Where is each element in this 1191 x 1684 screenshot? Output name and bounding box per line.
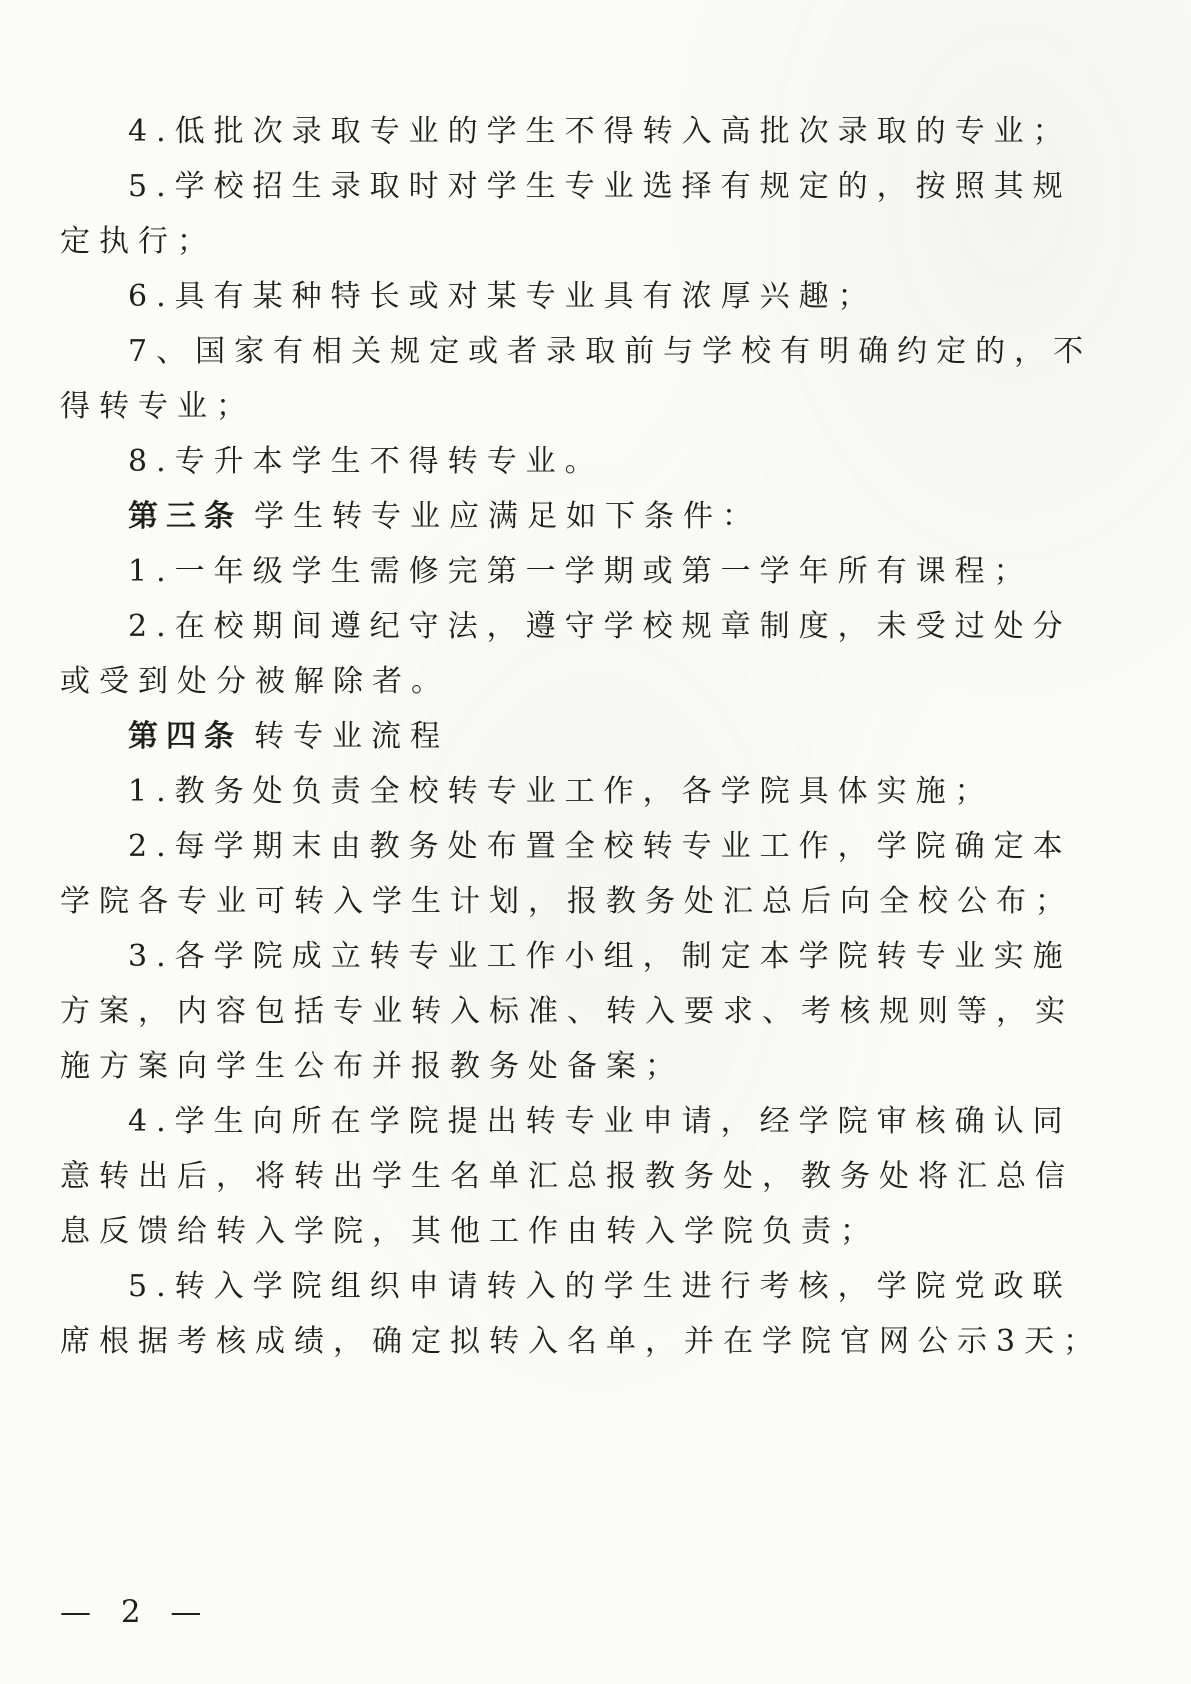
paragraph-line	[60, 764, 1072, 819]
paragraph-line	[60, 379, 1072, 434]
paragraph-line	[60, 1149, 1072, 1204]
paragraph-line	[60, 984, 1072, 1039]
paragraph-line	[60, 1094, 1072, 1149]
line-text: 4.低批次录取专业的学生不得转入高批次录取的专业；	[128, 114, 1072, 149]
line-text: 学院各专业可转入学生计划，报教务处汇总后向全校公布；	[60, 884, 1074, 919]
article-number: 第四条	[128, 719, 242, 754]
line-text: 转专业流程	[254, 719, 449, 754]
line-text: 学生转专业应满足如下条件：	[254, 499, 761, 534]
paragraph-line	[60, 1204, 1072, 1259]
line-text: 意转出后，将转出学生名单汇总报教务处，教务处将汇总信	[60, 1159, 1074, 1194]
paragraph-line	[60, 1314, 1103, 1369]
article-heading-line	[60, 709, 1072, 764]
paragraph-line	[60, 599, 1072, 654]
paragraph-line	[60, 434, 1072, 489]
paragraph-line	[60, 874, 1072, 929]
line-text: 方案，内容包括专业转入标准、转入要求、考核规则等，实	[60, 994, 1074, 1029]
line-text: 息反馈给转入学院，其他工作由转入学院负责；	[60, 1214, 879, 1249]
page-number: — 2 —	[60, 1594, 212, 1630]
paragraph-line	[60, 1039, 1072, 1094]
paragraph-line	[60, 654, 1072, 709]
line-text: 6.具有某种特长或对某专业具有浓厚兴趣；	[128, 279, 877, 314]
line-text: 1.一年级学生需修完第一学期或第一学年所有课程；	[128, 554, 1033, 589]
paragraph-line	[60, 324, 1093, 379]
line-text: 或受到处分被解除者。	[60, 664, 450, 699]
paragraph-line	[60, 214, 1072, 269]
line-text: 8.专升本学生不得转专业。	[128, 444, 604, 479]
line-text: 1.教务处负责全校转专业工作，各学院具体实施；	[128, 774, 994, 809]
paragraph-line	[60, 544, 1072, 599]
paragraph-line	[60, 159, 1072, 214]
article-heading-line	[60, 489, 1072, 544]
paragraph-line	[60, 819, 1072, 874]
line-text: 得转专业；	[60, 389, 255, 424]
line-text: 定执行；	[60, 224, 216, 259]
paragraph-line	[60, 269, 1072, 324]
line-text: 5.学校招生录取时对学生专业选择有规定的，按照其规	[128, 169, 1072, 204]
paragraph-line	[60, 1259, 1072, 1314]
article-number: 第三条	[128, 499, 242, 534]
line-text: 施方案向学生公布并报教务处备案；	[60, 1049, 684, 1084]
paragraph-line	[60, 929, 1072, 984]
line-text: 席根据考核成绩，确定拟转入名单，并在学院官网公示3天；	[60, 1324, 1103, 1359]
document-body	[60, 104, 1103, 1369]
line-text: 4.学生向所在学院提出转专业申请，经学院审核确认同	[128, 1104, 1072, 1139]
line-text: 5.转入学院组织申请转入的学生进行考核，学院党政联	[128, 1269, 1072, 1304]
line-text: 7、国家有相关规定或者录取前与学校有明确约定的，不	[128, 334, 1093, 369]
line-text: 3.各学院成立转专业工作小组，制定本学院转专业实施	[128, 939, 1072, 974]
line-text: 2.每学期末由教务处布置全校转专业工作，学院确定本	[128, 829, 1072, 864]
paragraph-line	[60, 104, 1072, 159]
line-text: 2.在校期间遵纪守法，遵守学校规章制度，未受过处分	[128, 609, 1072, 644]
